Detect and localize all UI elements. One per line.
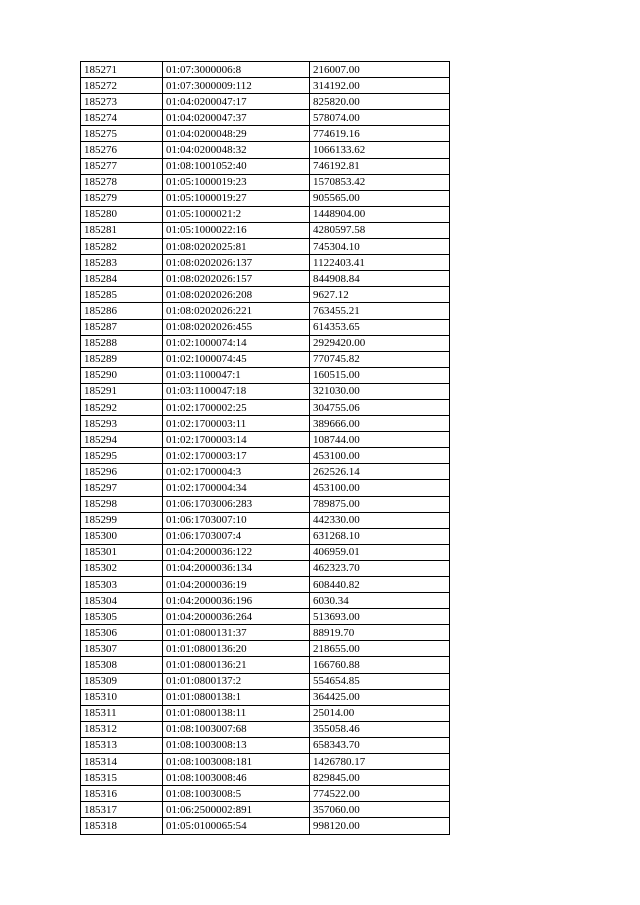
table-row — [81, 62, 450, 78]
cadastral-number-cell: 01:08:0202026:455 — [163, 319, 310, 335]
cadastral-number-cell: 01:01:0800138:11 — [163, 705, 310, 721]
value-cell: 554654.85 — [310, 673, 450, 689]
value-cell: 1570853.42 — [310, 174, 450, 190]
table-row — [81, 528, 450, 544]
value-cell: 658343.70 — [310, 737, 450, 753]
row-number-cell: 185302 — [81, 560, 163, 576]
table-row — [81, 190, 450, 206]
table-row — [81, 657, 450, 673]
cadastral-number-cell: 01:05:1000022:16 — [163, 222, 310, 238]
value-cell: 389666.00 — [310, 416, 450, 432]
cadastral-number-cell: 01:08:1003008:13 — [163, 737, 310, 753]
cadastral-number-cell: 01:08:0202026:221 — [163, 303, 310, 319]
table-row — [81, 78, 450, 94]
row-number-cell: 185292 — [81, 399, 163, 415]
value-cell: 1066133.62 — [310, 142, 450, 158]
value-cell: 25014.00 — [310, 705, 450, 721]
cadastral-number-cell: 01:05:1000019:27 — [163, 190, 310, 206]
table-row — [81, 641, 450, 657]
table-body — [81, 62, 450, 835]
value-cell: 88919.70 — [310, 625, 450, 641]
cadastral-number-cell: 01:01:0800136:20 — [163, 641, 310, 657]
row-number-cell: 185318 — [81, 818, 163, 834]
table-row — [81, 158, 450, 174]
value-cell: 746192.81 — [310, 158, 450, 174]
cadastral-number-cell: 01:04:2000036:134 — [163, 560, 310, 576]
table-row — [81, 142, 450, 158]
row-number-cell: 185290 — [81, 367, 163, 383]
row-number-cell: 185316 — [81, 786, 163, 802]
table-row — [81, 271, 450, 287]
row-number-cell: 185272 — [81, 78, 163, 94]
row-number-cell: 185273 — [81, 94, 163, 110]
table-row — [81, 367, 450, 383]
cadastral-number-cell: 01:04:0200047:37 — [163, 110, 310, 126]
row-number-cell: 185314 — [81, 754, 163, 770]
table-row — [81, 818, 450, 834]
row-number-cell: 185274 — [81, 110, 163, 126]
row-number-cell: 185291 — [81, 383, 163, 399]
row-number-cell: 185288 — [81, 335, 163, 351]
row-number-cell: 185308 — [81, 657, 163, 673]
cadastral-number-cell: 01:02:1700004:3 — [163, 464, 310, 480]
cadastral-number-cell: 01:02:1000074:45 — [163, 351, 310, 367]
table-row — [81, 351, 450, 367]
cadastral-number-cell: 01:04:2000036:19 — [163, 577, 310, 593]
cadastral-number-cell: 01:02:1700003:11 — [163, 416, 310, 432]
table-row — [81, 496, 450, 512]
table-row — [81, 448, 450, 464]
value-cell: 453100.00 — [310, 448, 450, 464]
value-cell: 905565.00 — [310, 190, 450, 206]
row-number-cell: 185317 — [81, 802, 163, 818]
table-row — [81, 206, 450, 222]
cadastral-number-cell: 01:08:1003008:46 — [163, 770, 310, 786]
table-row — [81, 126, 450, 142]
cadastral-number-cell: 01:02:1700002:25 — [163, 399, 310, 415]
value-cell: 262526.14 — [310, 464, 450, 480]
table-row — [81, 255, 450, 271]
cadastral-number-cell: 01:04:0200047:17 — [163, 94, 310, 110]
value-cell: 770745.82 — [310, 351, 450, 367]
value-cell: 108744.00 — [310, 432, 450, 448]
cadastral-number-cell: 01:02:1000074:14 — [163, 335, 310, 351]
value-cell: 1426780.17 — [310, 754, 450, 770]
row-number-cell: 185313 — [81, 737, 163, 753]
cadastral-number-cell: 01:04:2000036:196 — [163, 593, 310, 609]
row-number-cell: 185276 — [81, 142, 163, 158]
cadastral-number-cell: 01:08:1003007:68 — [163, 721, 310, 737]
value-cell: 166760.88 — [310, 657, 450, 673]
cadastral-number-cell: 01:08:1001052:40 — [163, 158, 310, 174]
row-number-cell: 185307 — [81, 641, 163, 657]
table-row — [81, 625, 450, 641]
value-cell: 357060.00 — [310, 802, 450, 818]
row-number-cell: 185299 — [81, 512, 163, 528]
cadastral-number-cell: 01:06:2500002:891 — [163, 802, 310, 818]
table-row — [81, 754, 450, 770]
value-cell: 442330.00 — [310, 512, 450, 528]
cadastral-number-cell: 01:08:0202026:157 — [163, 271, 310, 287]
value-cell: 829845.00 — [310, 770, 450, 786]
value-cell: 9627.12 — [310, 287, 450, 303]
value-cell: 355058.46 — [310, 721, 450, 737]
cadastral-number-cell: 01:01:0800137:2 — [163, 673, 310, 689]
table-row — [81, 802, 450, 818]
table-row — [81, 512, 450, 528]
value-cell: 763455.21 — [310, 303, 450, 319]
table-row — [81, 786, 450, 802]
value-cell: 774522.00 — [310, 786, 450, 802]
table-row — [81, 673, 450, 689]
cadastral-number-cell: 01:08:1003008:181 — [163, 754, 310, 770]
cadastral-number-cell: 01:06:1703007:10 — [163, 512, 310, 528]
value-cell: 825820.00 — [310, 94, 450, 110]
row-number-cell: 185310 — [81, 689, 163, 705]
cadastral-number-cell: 01:04:0200048:29 — [163, 126, 310, 142]
row-number-cell: 185306 — [81, 625, 163, 641]
table-row — [81, 560, 450, 576]
table-row — [81, 239, 450, 255]
value-cell: 321030.00 — [310, 383, 450, 399]
row-number-cell: 185311 — [81, 705, 163, 721]
value-cell: 1122403.41 — [310, 255, 450, 271]
value-cell: 453100.00 — [310, 480, 450, 496]
row-number-cell: 185315 — [81, 770, 163, 786]
value-cell: 1448904.00 — [310, 206, 450, 222]
table-row — [81, 464, 450, 480]
value-cell: 406959.01 — [310, 544, 450, 560]
table-row — [81, 480, 450, 496]
row-number-cell: 185300 — [81, 528, 163, 544]
value-cell: 4280597.58 — [310, 222, 450, 238]
table-row — [81, 577, 450, 593]
table-row — [81, 689, 450, 705]
cadastral-number-cell: 01:02:1700003:14 — [163, 432, 310, 448]
row-number-cell: 185289 — [81, 351, 163, 367]
table-row — [81, 319, 450, 335]
table-row — [81, 383, 450, 399]
value-cell: 314192.00 — [310, 78, 450, 94]
table-row — [81, 335, 450, 351]
table-row — [81, 110, 450, 126]
cadastral-number-cell: 01:01:0800138:1 — [163, 689, 310, 705]
cadastral-number-cell: 01:06:1703006:283 — [163, 496, 310, 512]
value-cell: 160515.00 — [310, 367, 450, 383]
row-number-cell: 185282 — [81, 239, 163, 255]
row-number-cell: 185301 — [81, 544, 163, 560]
row-number-cell: 185294 — [81, 432, 163, 448]
table-row — [81, 593, 450, 609]
value-cell: 614353.65 — [310, 319, 450, 335]
table-row — [81, 303, 450, 319]
value-cell: 2929420.00 — [310, 335, 450, 351]
row-number-cell: 185312 — [81, 721, 163, 737]
row-number-cell: 185295 — [81, 448, 163, 464]
value-cell: 774619.16 — [310, 126, 450, 142]
row-number-cell: 185283 — [81, 255, 163, 271]
row-number-cell: 185271 — [81, 62, 163, 78]
table-row — [81, 416, 450, 432]
table-row — [81, 222, 450, 238]
row-number-cell: 185280 — [81, 206, 163, 222]
table-row — [81, 94, 450, 110]
cadastral-number-cell: 01:03:1100047:18 — [163, 383, 310, 399]
cadastral-number-cell: 01:01:0800131:37 — [163, 625, 310, 641]
value-cell: 578074.00 — [310, 110, 450, 126]
cadastral-number-cell: 01:04:2000036:122 — [163, 544, 310, 560]
cadastral-number-cell: 01:05:1000021:2 — [163, 206, 310, 222]
table-row — [81, 770, 450, 786]
cadastral-number-cell: 01:05:0100065:54 — [163, 818, 310, 834]
row-number-cell: 185293 — [81, 416, 163, 432]
cadastral-number-cell: 01:04:2000036:264 — [163, 609, 310, 625]
cadastral-number-cell: 01:08:1003008:5 — [163, 786, 310, 802]
cadastral-number-cell: 01:07:3000006:8 — [163, 62, 310, 78]
cadastral-number-cell: 01:06:1703007:4 — [163, 528, 310, 544]
value-cell: 608440.82 — [310, 577, 450, 593]
cadastral-number-cell: 01:02:1700003:17 — [163, 448, 310, 464]
row-number-cell: 185305 — [81, 609, 163, 625]
row-number-cell: 185304 — [81, 593, 163, 609]
table-row — [81, 705, 450, 721]
value-cell: 304755.06 — [310, 399, 450, 415]
table-row — [81, 544, 450, 560]
cadastral-number-cell: 01:01:0800136:21 — [163, 657, 310, 673]
row-number-cell: 185298 — [81, 496, 163, 512]
row-number-cell: 185285 — [81, 287, 163, 303]
data-table — [80, 61, 450, 835]
cadastral-number-cell: 01:05:1000019:23 — [163, 174, 310, 190]
cadastral-number-cell: 01:07:3000009:112 — [163, 78, 310, 94]
value-cell: 218655.00 — [310, 641, 450, 657]
cadastral-number-cell: 01:02:1700004:34 — [163, 480, 310, 496]
table-row — [81, 737, 450, 753]
row-number-cell: 185278 — [81, 174, 163, 190]
cadastral-number-cell: 01:08:0202025:81 — [163, 239, 310, 255]
row-number-cell: 185287 — [81, 319, 163, 335]
table-row — [81, 609, 450, 625]
row-number-cell: 185296 — [81, 464, 163, 480]
row-number-cell: 185284 — [81, 271, 163, 287]
table-row — [81, 432, 450, 448]
cadastral-number-cell: 01:08:0202026:137 — [163, 255, 310, 271]
value-cell: 789875.00 — [310, 496, 450, 512]
row-number-cell: 185279 — [81, 190, 163, 206]
value-cell: 462323.70 — [310, 560, 450, 576]
row-number-cell: 185297 — [81, 480, 163, 496]
value-cell: 631268.10 — [310, 528, 450, 544]
row-number-cell: 185275 — [81, 126, 163, 142]
cadastral-number-cell: 01:08:0202026:208 — [163, 287, 310, 303]
cadastral-number-cell: 01:03:1100047:1 — [163, 367, 310, 383]
row-number-cell: 185309 — [81, 673, 163, 689]
table-row — [81, 399, 450, 415]
value-cell: 998120.00 — [310, 818, 450, 834]
row-number-cell: 185286 — [81, 303, 163, 319]
value-cell: 513693.00 — [310, 609, 450, 625]
cadastral-number-cell: 01:04:0200048:32 — [163, 142, 310, 158]
value-cell: 364425.00 — [310, 689, 450, 705]
row-number-cell: 185303 — [81, 577, 163, 593]
row-number-cell: 185281 — [81, 222, 163, 238]
value-cell: 844908.84 — [310, 271, 450, 287]
row-number-cell: 185277 — [81, 158, 163, 174]
table-row — [81, 174, 450, 190]
table-row — [81, 287, 450, 303]
value-cell: 216007.00 — [310, 62, 450, 78]
value-cell: 745304.10 — [310, 239, 450, 255]
value-cell: 6030.34 — [310, 593, 450, 609]
table-row — [81, 721, 450, 737]
